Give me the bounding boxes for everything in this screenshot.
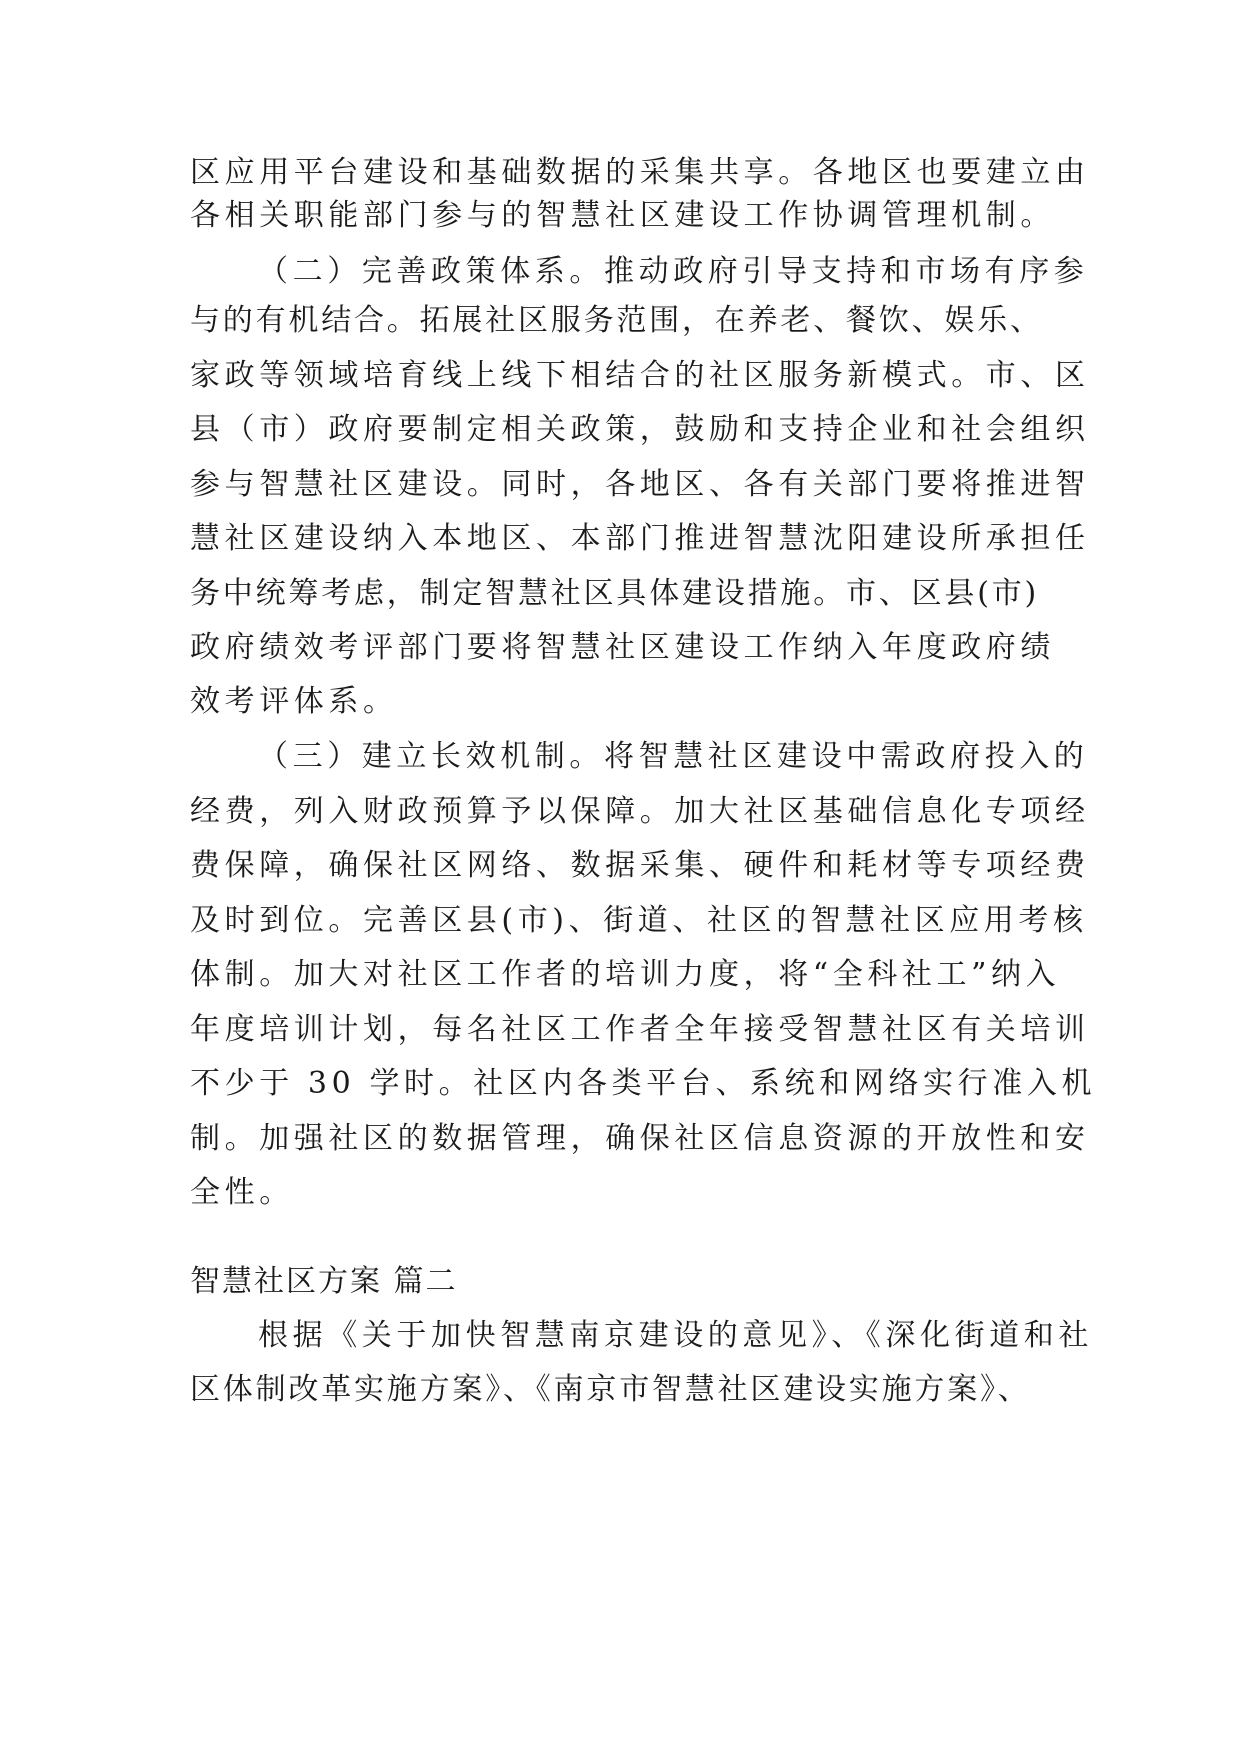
paragraph-line: 及时到位。完善区县(市)、街道、社区的智慧社区应用考核 (190, 903, 1088, 938)
paragraph-line: 全性。 (190, 1175, 294, 1210)
paragraph-line: （二）完善政策体系。推动政府引导支持和市场有序参 (258, 254, 1089, 289)
paragraph-line: 各相关职能部门参与的智慧社区建设工作协调管理机制。 (190, 198, 1055, 233)
paragraph-line: （三）建立长效机制。将智慧社区建设中需政府投入的 (258, 739, 1089, 774)
paragraph-line: 慧社区建设纳入本地区、本部门推进智慧沈阳建设所承担任 (190, 521, 1090, 556)
paragraph-line: 根据《关于加快智慧南京建设的意见》、《深化街道和社 (258, 1318, 1093, 1353)
paragraph-line: 家政等领域培育线上线下相结合的社区服务新模式。市、区 (190, 358, 1090, 393)
paragraph-line: 效考评体系。 (190, 684, 398, 719)
paragraph-line: 与的有机结合。拓展社区服务范围，在养老、餐饮、娱乐、 (190, 303, 1043, 338)
paragraph-line: 年度培训计划，每名社区工作者全年接受智慧社区有关培训 (190, 1012, 1090, 1047)
paragraph-line: 参与智慧社区建设。同时，各地区、各有关部门要将推进智 (190, 467, 1090, 502)
paragraph-line: 县（市）政府要制定相关政策，鼓励和支持企业和社会组织 (190, 412, 1090, 447)
paragraph-line: 经费，列入财政预算予以保障。加大社区基础信息化专项经 (190, 794, 1090, 829)
paragraph-line: 区应用平台建设和基础数据的采集共享。各地区也要建立由 (190, 155, 1090, 190)
paragraph-line: 费保障，确保社区网络、数据采集、硬件和耗材等专项经费 (190, 848, 1090, 883)
paragraph-line: 不少于 30 学时。社区内各类平台、系统和网络实行准入机 (190, 1066, 1097, 1101)
paragraph-line: 制。加强社区的数据管理，确保社区信息资源的开放性和安 (190, 1121, 1090, 1156)
section-heading: 智慧社区方案 篇二 (190, 1264, 458, 1299)
paragraph-line: 区体制改革实施方案》、《南京市智慧社区建设实施方案》、 (190, 1372, 1031, 1407)
paragraph-line: 体制。加大对社区工作者的培训力度，将“全科社工”纳入 (190, 957, 1061, 992)
paragraph-line: 政府绩效考评部门要将智慧社区建设工作纳入年度政府绩 (190, 630, 1055, 665)
paragraph-line: 务中统筹考虑，制定智慧社区具体建设措施。市、区县(市) (190, 576, 1040, 611)
